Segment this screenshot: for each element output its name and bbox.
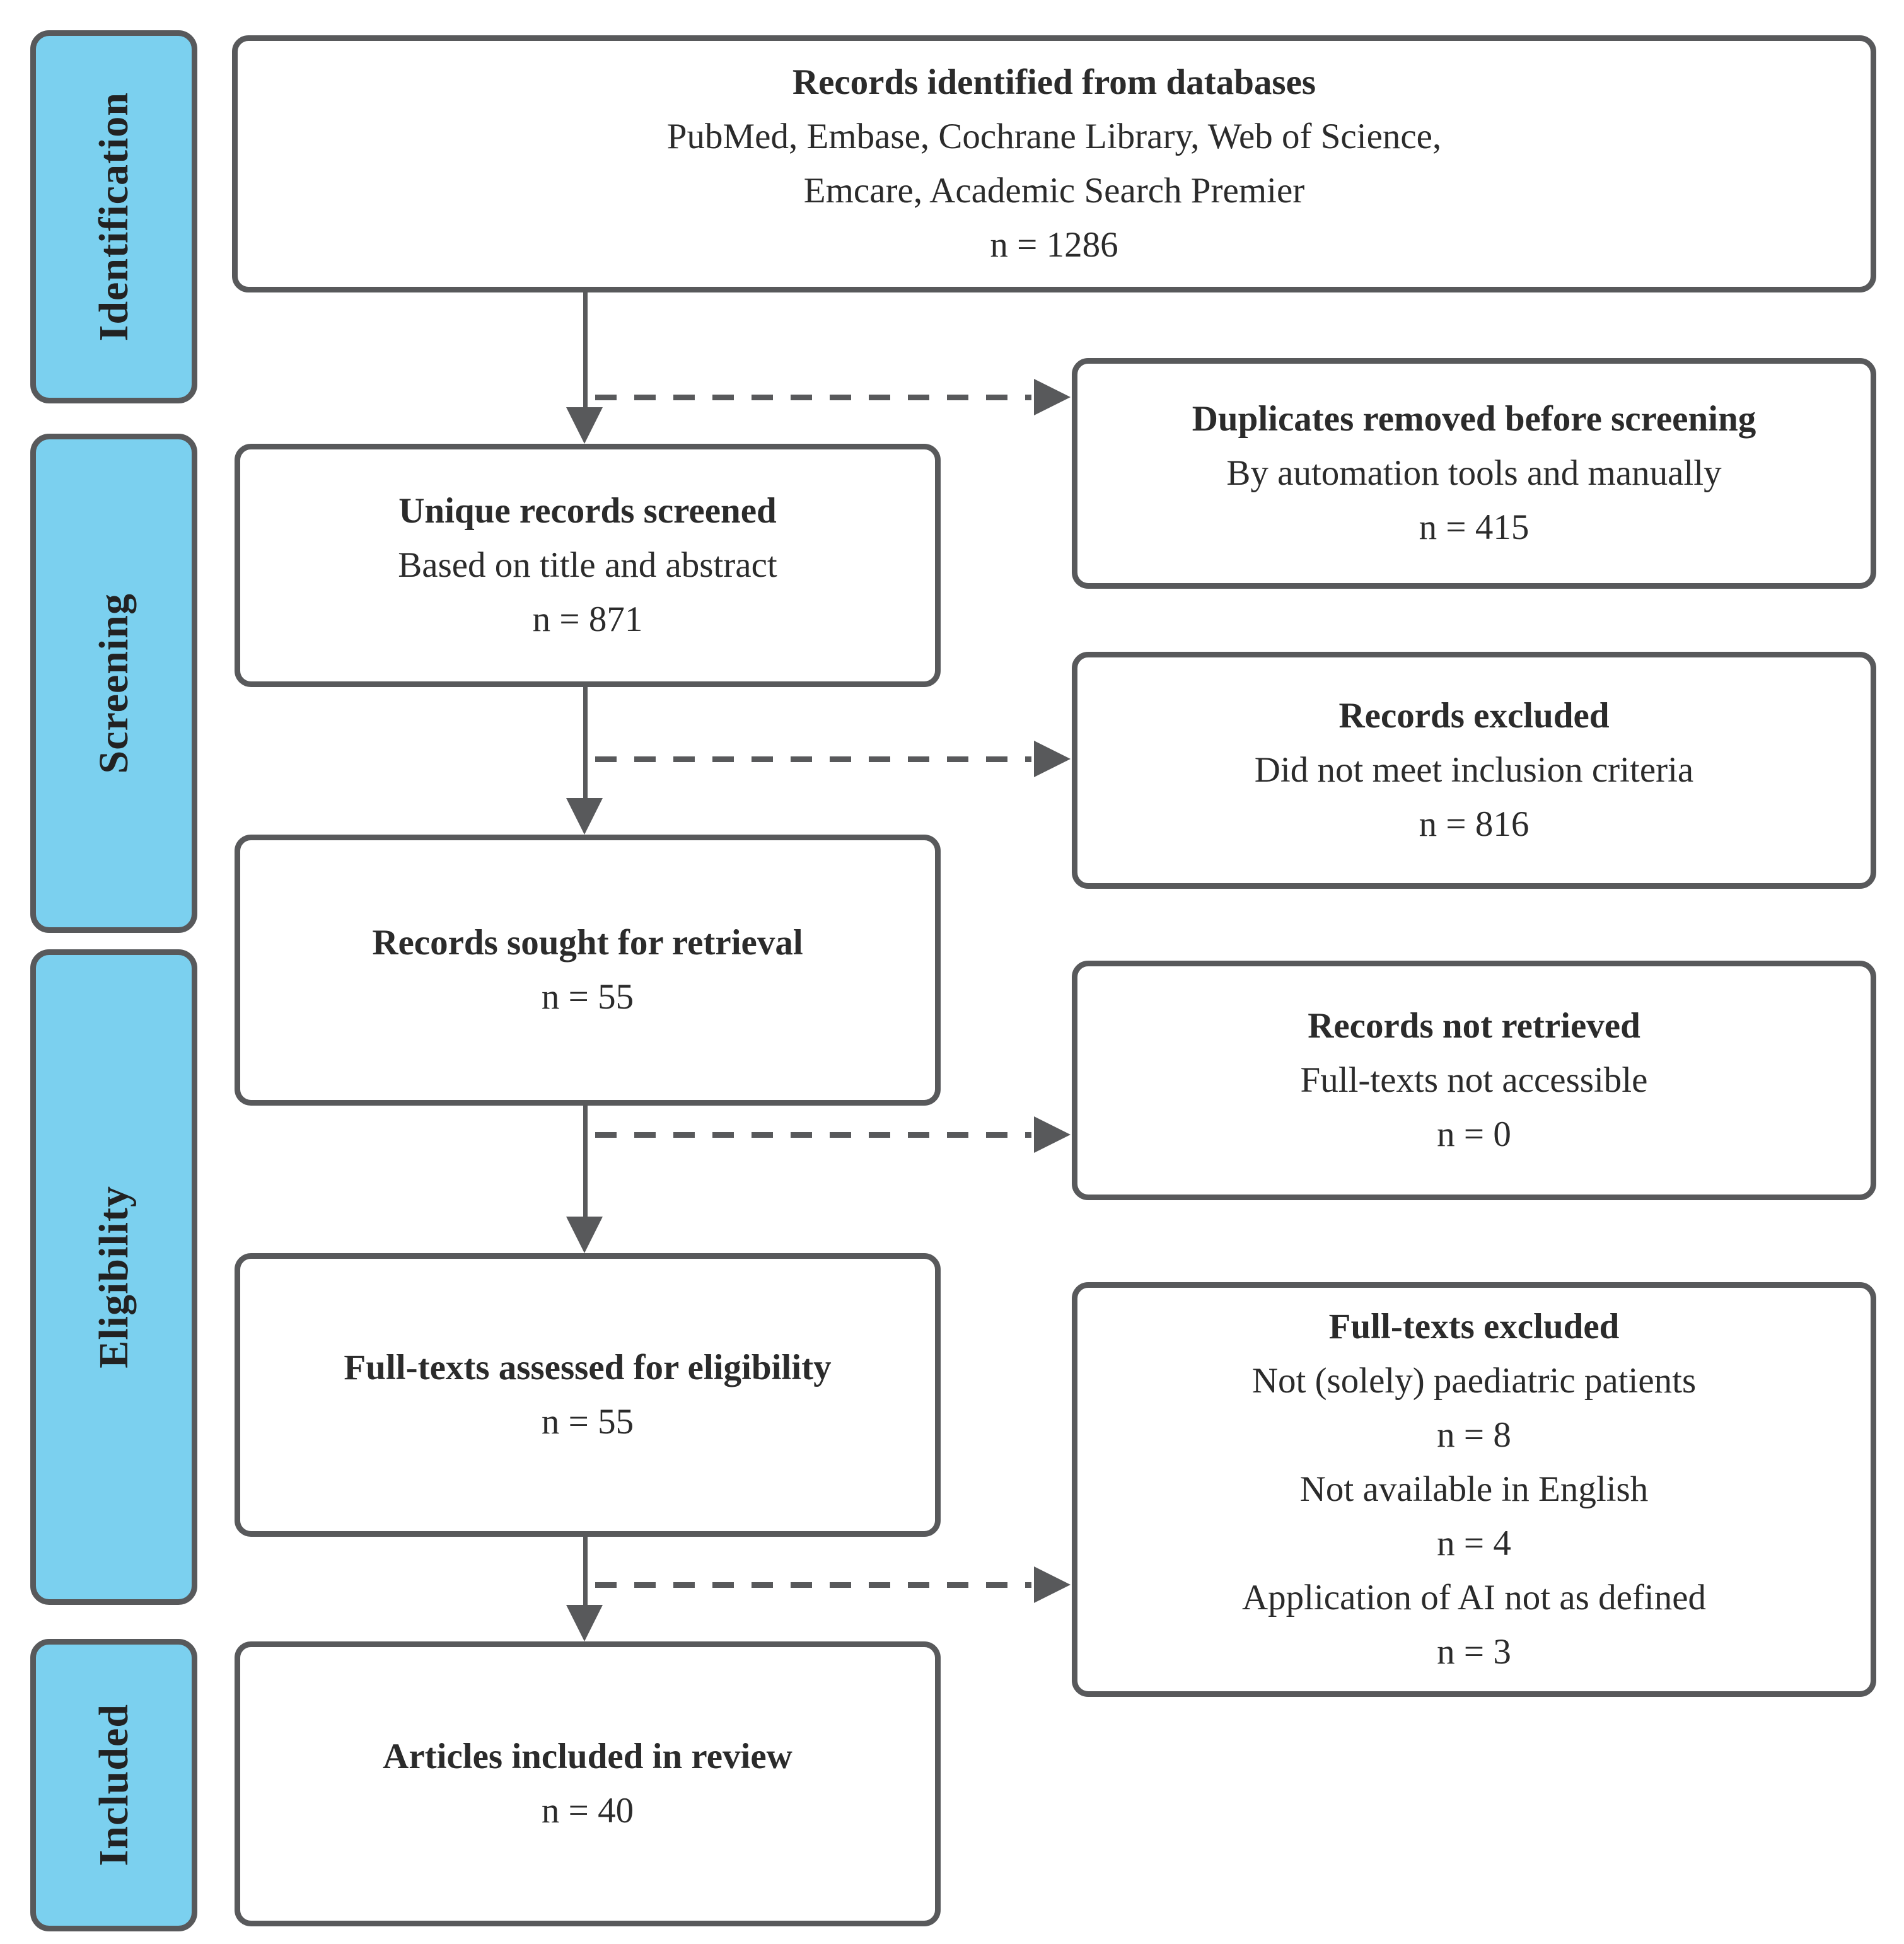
exclusion-box-records-excluded bbox=[1072, 652, 1876, 889]
box-count: n = 816 bbox=[1419, 804, 1530, 844]
exclusion-box-duplicates-removed bbox=[1072, 358, 1876, 589]
flow-box-fulltexts-assessed bbox=[235, 1253, 941, 1537]
arrowhead-down-assessed bbox=[566, 1217, 603, 1253]
arrowhead-right-records-excluded bbox=[1034, 741, 1071, 777]
stage-box-screening bbox=[30, 434, 197, 933]
box-title: Full-texts excluded bbox=[1328, 1307, 1620, 1346]
box-count: n = 40 bbox=[541, 1791, 634, 1831]
box-line: Emcare, Academic Search Premier bbox=[803, 171, 1305, 211]
box-count: n = 8 bbox=[1437, 1415, 1511, 1455]
box-line: Not (solely) paediatric patients bbox=[1251, 1361, 1697, 1401]
box-line: Application of AI not as defined bbox=[1241, 1578, 1707, 1617]
box-title: Records identified from databases bbox=[792, 62, 1316, 102]
flow-box-unique-records-screened bbox=[235, 444, 941, 687]
connector-screened-to-sought bbox=[583, 687, 588, 799]
box-count: n = 0 bbox=[1437, 1114, 1511, 1154]
box-title: Full-texts assessed for eligibility bbox=[344, 1348, 832, 1387]
box-count: n = 4 bbox=[1437, 1524, 1511, 1563]
box-title: Duplicates removed before screening bbox=[1192, 399, 1756, 439]
dashed-connector-fulltexts-excluded bbox=[595, 1582, 1031, 1588]
box-count: n = 415 bbox=[1419, 507, 1530, 547]
arrowhead-right-fulltexts-excluded bbox=[1034, 1566, 1071, 1603]
dashed-connector-records-excluded bbox=[595, 756, 1031, 762]
box-line: Based on title and abstract bbox=[398, 545, 777, 585]
arrowhead-right-duplicates bbox=[1034, 379, 1071, 415]
dashed-connector-duplicates bbox=[595, 395, 1031, 400]
stage-box-identification bbox=[30, 30, 197, 403]
arrowhead-right-not-retrieved bbox=[1034, 1116, 1071, 1153]
stage-label-identification: Identification bbox=[90, 92, 137, 342]
stage-box-eligibility bbox=[30, 949, 197, 1605]
box-title: Records not retrieved bbox=[1308, 1006, 1640, 1046]
box-line: Not available in English bbox=[1299, 1469, 1649, 1509]
stage-label-screening: Screening bbox=[90, 593, 137, 774]
stage-label-eligibility: Eligibility bbox=[90, 1186, 137, 1368]
box-title: Articles included in review bbox=[383, 1737, 792, 1776]
flow-box-records-identified bbox=[232, 35, 1876, 292]
connector-assessed-to-included bbox=[583, 1537, 588, 1606]
box-count: n = 3 bbox=[1437, 1632, 1511, 1672]
stage-label-included: Included bbox=[90, 1704, 137, 1866]
box-title: Unique records screened bbox=[398, 491, 777, 531]
arrowhead-down-screened bbox=[566, 407, 603, 444]
stage-box-included bbox=[30, 1639, 197, 1931]
box-title: Records excluded bbox=[1338, 696, 1610, 736]
dashed-connector-not-retrieved bbox=[595, 1132, 1031, 1138]
box-count: n = 1286 bbox=[990, 225, 1118, 265]
box-line: PubMed, Embase, Cochrane Library, Web of Science, bbox=[666, 117, 1442, 156]
box-count: n = 871 bbox=[532, 599, 643, 639]
box-line: Full-texts not accessible bbox=[1300, 1060, 1648, 1100]
box-line: By automation tools and manually bbox=[1226, 453, 1722, 493]
flow-box-records-sought bbox=[235, 835, 941, 1106]
box-title: Records sought for retrieval bbox=[372, 923, 803, 963]
exclusion-box-fulltexts-excluded bbox=[1072, 1282, 1876, 1697]
arrowhead-down-sought bbox=[566, 798, 603, 835]
flow-box-articles-included bbox=[235, 1641, 941, 1926]
connector-identified-to-screened bbox=[583, 292, 588, 410]
arrowhead-down-included bbox=[566, 1605, 603, 1641]
box-count: n = 55 bbox=[541, 977, 634, 1017]
box-line: Did not meet inclusion criteria bbox=[1254, 750, 1694, 790]
exclusion-box-records-not-retrieved bbox=[1072, 961, 1876, 1200]
connector-sought-to-assessed bbox=[583, 1106, 588, 1218]
box-count: n = 55 bbox=[541, 1402, 634, 1442]
